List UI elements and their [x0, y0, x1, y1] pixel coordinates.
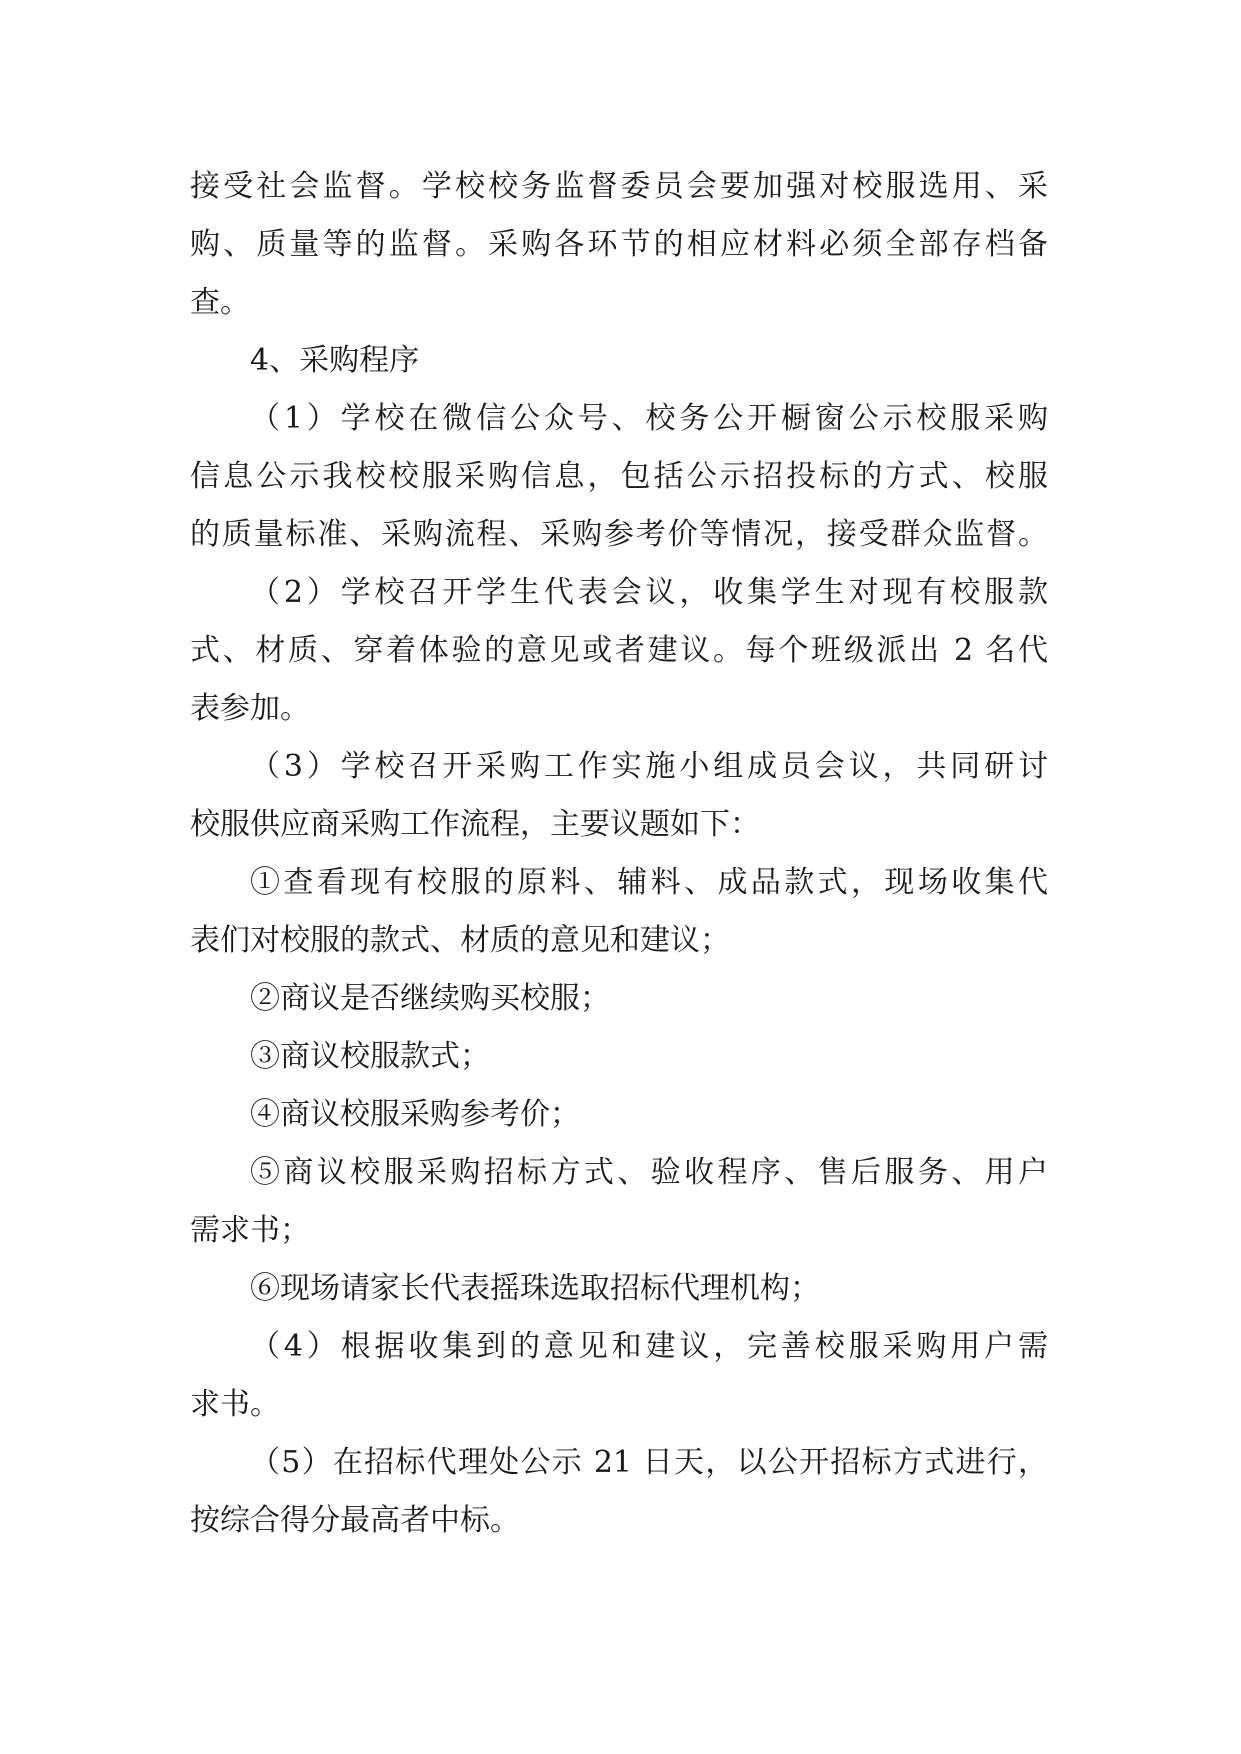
text-line: （5）在招标代理处公示 21 日天，以公开招标方式进行，: [250, 1445, 1048, 1480]
list-item: ⑥现场请家长代表摇珠选取招标代理机构；: [250, 1271, 820, 1306]
text-line: 接受社会监督。学校校务监督委员会要加强对校服选用、采: [190, 169, 1048, 204]
text-line: （4）根据收集到的意见和建议，完善校服采购用户需: [250, 1329, 1048, 1364]
document-body: [190, 158, 1048, 1550]
text-line: 求书。: [190, 1387, 280, 1422]
text-line: 表参加。: [190, 691, 310, 726]
text-line: 信息公示我校校服采购信息，包括公示招投标的方式、校服: [190, 459, 1048, 494]
list-item: ⑤商议校服采购招标方式、验收程序、售后服务、用户: [250, 1155, 1048, 1190]
text-line: （1）学校在微信公众号、校务公开橱窗公示校服采购: [250, 401, 1048, 436]
text-line: 购、质量等的监督。采购各环节的相应材料必须全部存档备: [190, 227, 1048, 262]
list-item: ④商议校服采购参考价；: [250, 1097, 580, 1132]
text-line: 查。: [190, 285, 250, 320]
text-line: 按综合得分最高者中标。: [190, 1503, 520, 1538]
text-line: （3）学校召开采购工作实施小组成员会议，共同研讨: [250, 749, 1048, 784]
text-line: 的质量标准、采购流程、采购参考价等情况，接受群众监督。: [190, 517, 1048, 552]
text-line: 需求书；: [190, 1213, 310, 1248]
section-heading: 4、采购程序: [250, 343, 420, 378]
list-item: ①查看现有校服的原料、辅料、成品款式，现场收集代: [250, 865, 1048, 900]
list-item: ③商议校服款式；: [250, 1039, 490, 1074]
text-line: 校服供应商采购工作流程，主要议题如下：: [190, 807, 760, 842]
text-line: （2）学校召开学生代表会议，收集学生对现有校服款: [250, 575, 1048, 610]
list-item: ②商议是否继续购买校服；: [250, 981, 610, 1016]
text-line: 表们对校服的款式、材质的意见和建议；: [190, 923, 730, 958]
text-line: 式、材质、穿着体验的意见或者建议。每个班级派出 2 名代: [190, 633, 1048, 668]
